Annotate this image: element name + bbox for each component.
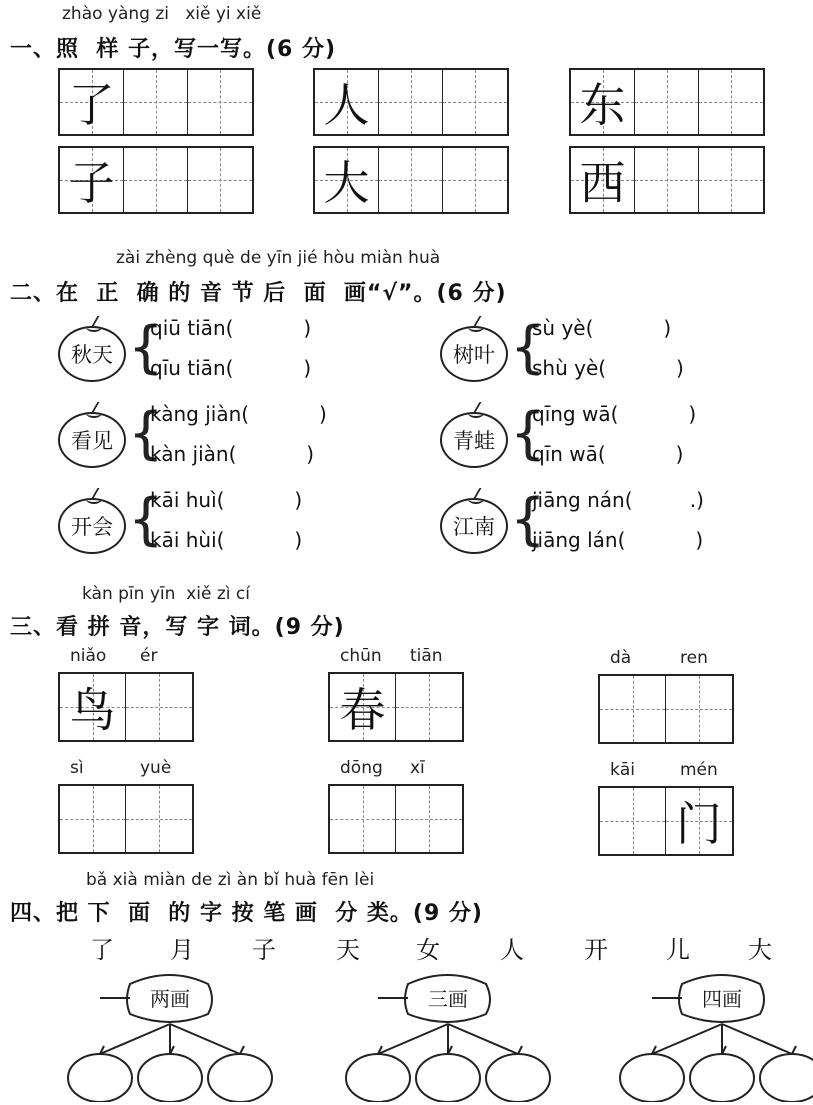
apple-leaf-icon <box>86 408 102 418</box>
branch-line <box>170 1024 240 1054</box>
pinyin-option[interactable]: kàng jiàn( ) <box>150 402 327 426</box>
brace-icon: { <box>128 315 164 380</box>
branch-line <box>378 1024 448 1054</box>
write-cell[interactable] <box>600 676 666 742</box>
apple-leaf-icon <box>468 322 484 332</box>
sort-char: 月 <box>170 936 194 964</box>
write-cell[interactable] <box>126 786 192 852</box>
write-cell[interactable] <box>188 148 252 212</box>
apple-leaf-icon <box>468 494 484 504</box>
answer-apple <box>486 1054 550 1102</box>
pinyin-option[interactable]: qiū tiān( ) <box>150 316 312 340</box>
brace-icon: { <box>510 401 546 466</box>
sort-tree <box>318 962 578 1102</box>
word-pinyin: yuè <box>140 758 172 778</box>
write-cell[interactable] <box>126 674 192 740</box>
pinyin-option[interactable]: kāi huì( ) <box>150 488 303 512</box>
write-cell[interactable] <box>699 70 763 134</box>
pinyin-option[interactable]: jiāng lán( ) <box>532 528 704 552</box>
copy-grid <box>58 146 254 214</box>
write-cell[interactable] <box>330 786 396 852</box>
given-char: 春 <box>339 683 386 737</box>
sec2-heading: 二、在 正 确 的 音 节 后 面 画“√”。(6 分) <box>10 281 507 306</box>
given-char: 鸟 <box>69 683 116 737</box>
pinyin-option[interactable]: kāi hùi( ) <box>150 528 303 552</box>
pinyin-option[interactable]: shù yè( ) <box>532 356 684 380</box>
sample-char-cell <box>571 148 635 212</box>
apple-leaf-icon <box>86 494 102 504</box>
pinyin-option[interactable]: qīn wā( ) <box>532 442 684 466</box>
word-grid <box>598 674 734 744</box>
sec3-pinyin: kàn pīn yīn xiě zì cí <box>82 584 250 604</box>
given-char-cell <box>60 674 126 740</box>
apple-word: 青蛙 <box>440 412 508 468</box>
sort-char: 儿 <box>666 936 690 964</box>
sec3-heading: 三、看 拼 音，写 字 词。(9 分) <box>10 615 345 640</box>
copy-grid <box>313 68 509 136</box>
sample-char: 东 <box>579 78 626 132</box>
apple-word: 开会 <box>58 498 126 554</box>
write-cell[interactable] <box>443 148 507 212</box>
given-char-cell <box>330 674 396 740</box>
sort-char: 了 <box>90 936 114 964</box>
write-cell[interactable] <box>635 70 699 134</box>
sec1-pinyin: zhào yàng zi xiě yi xiě <box>62 4 262 24</box>
pinyin-option[interactable]: jiāng nán( .) <box>532 488 704 512</box>
copy-grid <box>569 68 765 136</box>
write-cell[interactable] <box>124 148 188 212</box>
write-cell[interactable] <box>379 70 443 134</box>
sample-char-cell <box>60 70 124 134</box>
word-grid <box>58 784 194 854</box>
word-pinyin: chūn <box>340 646 382 666</box>
write-cell[interactable] <box>188 70 252 134</box>
write-cell[interactable] <box>60 786 126 852</box>
branch-line <box>448 1024 518 1054</box>
word-pinyin: ér <box>140 646 158 666</box>
pinyin-option[interactable]: kàn jiàn( ) <box>150 442 315 466</box>
word-pinyin: ren <box>680 648 708 668</box>
write-cell[interactable] <box>666 676 732 742</box>
apple-stem-icon <box>792 1046 796 1054</box>
word-pinyin: dà <box>610 648 632 668</box>
word-pinyin: mén <box>680 760 718 780</box>
sort-char: 大 <box>748 936 772 964</box>
brace-icon: { <box>510 487 546 552</box>
sort-tree <box>592 962 813 1102</box>
word-pinyin: niǎo <box>70 646 107 666</box>
apple-word: 树叶 <box>440 326 508 382</box>
leaf-label: 四画 <box>702 987 742 1011</box>
sort-char: 开 <box>584 936 608 964</box>
branch-line <box>722 1024 792 1054</box>
sec2-pinyin: zài zhèng què de yīn jié hòu miàn huà <box>116 248 441 268</box>
apple-word: 江南 <box>440 498 508 554</box>
given-char: 门 <box>676 797 722 851</box>
write-cell[interactable] <box>443 70 507 134</box>
apple-word: 看见 <box>58 412 126 468</box>
word-grid <box>598 786 734 856</box>
answer-apple <box>68 1054 132 1102</box>
brace-icon: { <box>128 487 164 552</box>
write-cell[interactable] <box>396 786 462 852</box>
apple-stem-icon <box>518 1046 522 1054</box>
write-cell[interactable] <box>600 788 666 854</box>
sort-tree <box>40 962 300 1102</box>
apple-stem-icon <box>240 1046 244 1054</box>
pinyin-option[interactable]: qīng wā( ) <box>532 402 697 426</box>
apple-leaf-icon <box>468 408 484 418</box>
word-pinyin: kāi <box>610 760 635 780</box>
sec1-heading: 一、照 样 子，写一写。(6 分) <box>10 37 337 62</box>
write-cell[interactable] <box>124 70 188 134</box>
word-pinyin: sì <box>70 758 84 778</box>
word-pinyin: tiān <box>410 646 443 666</box>
copy-grid <box>58 68 254 136</box>
branch-line <box>652 1024 722 1054</box>
write-cell[interactable] <box>635 148 699 212</box>
word-grid <box>328 784 464 854</box>
sample-char-cell <box>571 70 635 134</box>
sort-char: 天 <box>336 936 360 964</box>
given-char-cell <box>666 788 732 854</box>
pinyin-option[interactable]: sù yè( ) <box>532 316 672 340</box>
answer-apple <box>346 1054 410 1102</box>
copy-grid <box>313 146 509 214</box>
sample-char: 子 <box>68 156 115 210</box>
write-cell[interactable] <box>396 674 462 740</box>
answer-apple <box>138 1054 202 1102</box>
sort-char: 女 <box>416 936 440 964</box>
answer-apple <box>620 1054 684 1102</box>
word-pinyin: dōng <box>340 758 383 778</box>
sample-char-cell <box>315 148 379 212</box>
sample-char-cell <box>315 70 379 134</box>
write-cell[interactable] <box>379 148 443 212</box>
apple-word: 秋天 <box>58 326 126 382</box>
answer-apple <box>690 1054 754 1102</box>
leaf-label: 两画 <box>150 987 190 1011</box>
brace-icon: { <box>128 401 164 466</box>
sec4-heading: 四、把 下 面 的 字 按 笔 画 分 类。(9 分) <box>10 901 483 926</box>
sample-char: 人 <box>323 78 370 132</box>
apple-leaf-icon <box>86 322 102 332</box>
branch-line <box>100 1024 170 1054</box>
word-grid <box>58 672 194 742</box>
sort-char: 人 <box>500 936 524 964</box>
leaf-label: 三画 <box>428 987 468 1011</box>
sample-char: 了 <box>68 78 115 132</box>
sample-char-cell <box>60 148 124 212</box>
answer-apple <box>760 1054 813 1102</box>
sample-char: 大 <box>323 156 370 210</box>
write-cell[interactable] <box>699 148 763 212</box>
pinyin-option[interactable]: qīu tiān( ) <box>150 356 312 380</box>
copy-grid <box>569 146 765 214</box>
brace-icon: { <box>510 315 546 380</box>
sort-char: 子 <box>252 936 276 964</box>
sample-char: 西 <box>579 156 626 210</box>
answer-apple <box>208 1054 272 1102</box>
sec4-pinyin: bǎ xià miàn de zì àn bǐ huà fēn lèi <box>86 870 375 890</box>
word-grid <box>328 672 464 742</box>
answer-apple <box>416 1054 480 1102</box>
word-pinyin: xī <box>410 758 425 778</box>
